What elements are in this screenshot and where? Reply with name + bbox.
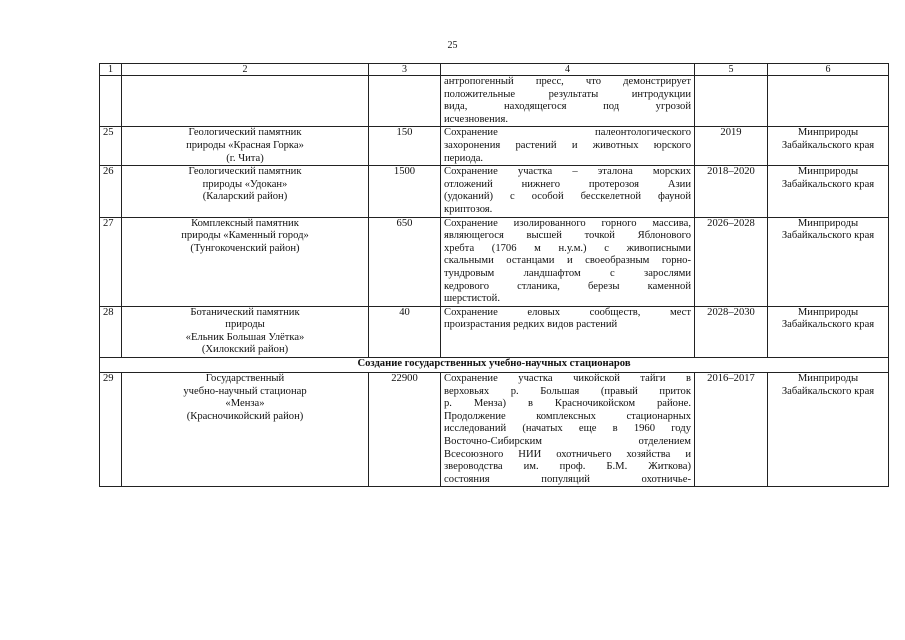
goal-line: произрастания редких видов растений <box>444 319 618 331</box>
name-line: природы «Каменный город» <box>181 230 309 242</box>
goal-line: Сохранение участка – эталона морских <box>444 166 691 178</box>
name-line: «Менза» <box>225 398 265 410</box>
goal-line: р. Менза) в Красночикойском районе. <box>444 398 691 410</box>
goal-line: положительные результаты интродукции <box>444 88 691 100</box>
goal-line: шерстистой. <box>444 293 500 305</box>
name-line: (Тунгокоченский район) <box>190 242 300 254</box>
name-line: природы «Удокан» <box>202 178 288 190</box>
cell-area: 22900 <box>369 373 441 487</box>
goal-line: периода. <box>444 152 484 164</box>
cell-responsible <box>768 127 889 166</box>
goal-line: Сохранение еловых сообществ, мест <box>444 306 691 318</box>
cell-goal <box>441 76 695 127</box>
cell-responsible <box>768 373 889 487</box>
name-line: (Хилокский район) <box>201 344 289 356</box>
column-number-4: 4 <box>441 64 695 76</box>
column-number-2: 2 <box>122 64 369 76</box>
table-row-25 <box>100 127 889 166</box>
goal-line: Восточно-Сибирским отделением <box>444 436 691 448</box>
cell-area: 1500 <box>369 166 441 217</box>
goal-line: звероводства им. проф. Б.М. Житкова) <box>444 461 691 473</box>
page-number: 25 <box>447 40 458 51</box>
goal-line: исследований (начатых еще в 1960 году <box>444 423 691 435</box>
name-line: природы <box>225 319 265 331</box>
goal-line: кедрового стланика, березы каменной <box>444 280 691 292</box>
table-row-continuation <box>100 76 889 127</box>
goal-line: (удоканий) с особой бесскелетной фауной <box>444 191 691 203</box>
goal-line: исчезновения. <box>444 113 508 125</box>
cell-name <box>122 373 369 487</box>
goal-line: вида, находящегося под угрозой <box>444 101 691 113</box>
name-line: Геологический памятник <box>188 127 302 139</box>
cell-years: 2018–2020 <box>695 166 768 217</box>
resp-line: Минприроды <box>797 373 859 385</box>
cell-responsible <box>768 306 889 357</box>
cell-goal <box>441 373 695 487</box>
cell-area: 150 <box>369 127 441 166</box>
resp-line: Забайкальского края <box>781 178 875 190</box>
goal-line: захоронения растений и животных юрского <box>444 139 691 151</box>
goal-line: состояния популяций охотничье- <box>444 473 691 485</box>
goal-line: Сохранение изолированного горного массива, <box>444 217 691 229</box>
resp-line: Забайкальского края <box>781 230 875 242</box>
name-line: Государственный <box>205 373 285 385</box>
name-line: природы «Красная Горка» <box>186 139 304 151</box>
table-row-28 <box>100 306 889 357</box>
cell-name <box>122 217 369 306</box>
goal-line: хребта (1706 м н.у.м.) с живописными <box>444 242 691 254</box>
cell-goal <box>441 166 695 217</box>
resp-line: Минприроды <box>797 166 859 178</box>
name-line: учебно-научный стационар <box>183 385 307 397</box>
column-number-1: 1 <box>100 64 122 76</box>
cell-num: 26 <box>100 166 122 217</box>
resp-line: Забайкальского края <box>781 139 875 151</box>
goal-line: криптозоя. <box>444 203 493 215</box>
cell-responsible <box>768 76 889 127</box>
column-number-6: 6 <box>768 64 889 76</box>
name-line: Ботанический памятник <box>190 306 300 318</box>
cell-years: 2016–2017 <box>695 373 768 487</box>
goal-line: Продолжение комплексных стационарных <box>444 410 691 422</box>
name-line: (Каларский район) <box>202 191 288 203</box>
section-title: Создание государственных учебно-научных стационаров <box>100 358 889 373</box>
goal-line: являющегося высшей точкой Яблонового <box>444 230 691 242</box>
goal-line: Сохранение участка чикойской тайги в <box>444 373 691 385</box>
goal-line: отложений нижнего протерозоя Азии <box>444 178 691 190</box>
cell-responsible <box>768 166 889 217</box>
resp-line: Минприроды <box>797 306 859 318</box>
cell-area <box>369 76 441 127</box>
section-header-row <box>100 358 889 373</box>
table-row-27 <box>100 217 889 306</box>
cell-num: 27 <box>100 217 122 306</box>
resp-line: Минприроды <box>797 127 859 139</box>
cell-area: 40 <box>369 306 441 357</box>
cell-name <box>122 127 369 166</box>
goal-line: верховьях р. Большая (правый приток <box>444 385 691 397</box>
cell-area: 650 <box>369 217 441 306</box>
resp-line: Минприроды <box>797 217 859 229</box>
cell-goal <box>441 217 695 306</box>
resp-line: Забайкальского края <box>781 319 875 331</box>
table-header-row <box>100 64 889 76</box>
column-number-5: 5 <box>695 64 768 76</box>
cell-responsible <box>768 217 889 306</box>
measures-table <box>99 63 889 487</box>
cell-years: 2026–2028 <box>695 217 768 306</box>
cell-name <box>122 166 369 217</box>
table-row-26 <box>100 166 889 217</box>
name-line: (г. Чита) <box>226 152 264 164</box>
cell-goal <box>441 127 695 166</box>
goal-line: тундровым ландшафтом с зарослями <box>444 267 691 279</box>
cell-num <box>100 76 122 127</box>
resp-line: Забайкальского края <box>781 385 875 397</box>
cell-years: 2019 <box>695 127 768 166</box>
cell-name <box>122 306 369 357</box>
cell-name <box>122 76 369 127</box>
name-line: Комплексный памятник <box>191 217 299 229</box>
table-row-29 <box>100 373 889 487</box>
name-line: Геологический памятник <box>188 166 302 178</box>
goal-line: Сохранение палеонтологического <box>444 127 691 139</box>
column-number-3: 3 <box>369 64 441 76</box>
cell-num: 28 <box>100 306 122 357</box>
name-line: (Красночикойский район) <box>186 410 304 422</box>
cell-num: 25 <box>100 127 122 166</box>
goal-line: антропогенный пресс, что демонстрирует <box>444 76 691 87</box>
cell-years: 2028–2030 <box>695 306 768 357</box>
cell-goal <box>441 306 695 357</box>
cell-num: 29 <box>100 373 122 487</box>
goal-line: Всесоюзного НИИ охотничьего хозяйства и <box>444 448 691 460</box>
goal-line: скальными останцами и своеобразным горно- <box>444 255 691 267</box>
cell-years <box>695 76 768 127</box>
name-line: «Ельник Большая Улётка» <box>185 331 305 343</box>
